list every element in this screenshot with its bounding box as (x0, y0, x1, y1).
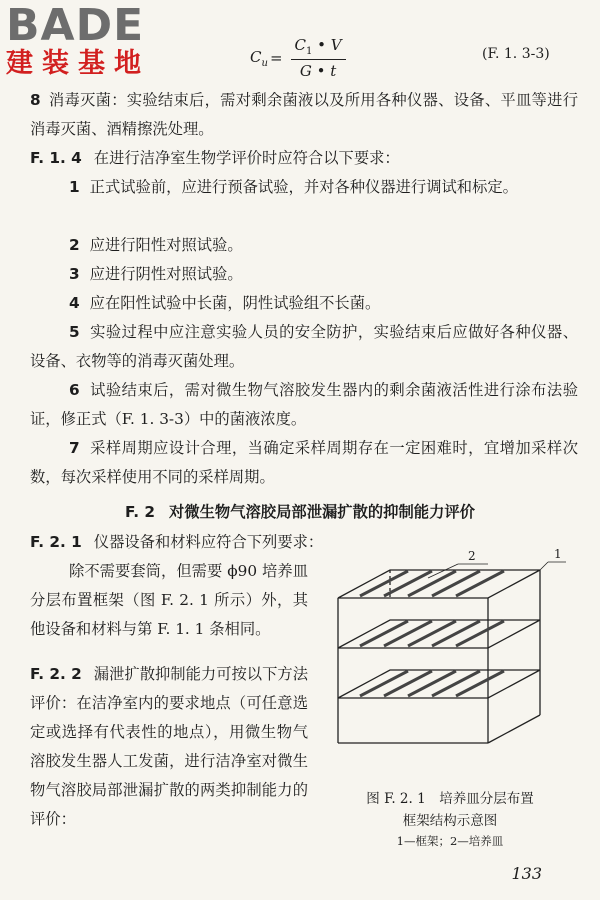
section-heading: F. 2 对微生物气溶胶局部泄漏扩散的抑制能力评价 (125, 503, 475, 521)
clause-f-2-1: F. 2. 1 仪器设备和材料应符合下列要求： (30, 533, 324, 551)
page-number: 133 (511, 864, 542, 883)
item-7: 7 采样周期应设计合理，当确定采样周期存在一定困难时，宜增加采样次数，每次采样使用不同的采样周期。 (30, 439, 578, 486)
logo-main-text: BADE (6, 0, 145, 51)
clause-f-2-2: F. 2. 2 漏泄扩散抑制能力可按以下方法评价：在洁净室内的要求地点（可任意选定或选择有代表性的地点），用微生物气溶胶发生器人工发菌，进行洁净室对微生物气溶胶局部泄漏扩散的两类抑制能力的评价： (30, 665, 308, 828)
callout-1: 1 (554, 548, 562, 561)
clause-f-1-4: F. 1. 4 在进行洁净室生物学评价时应符合以下要求： (30, 149, 400, 167)
figure-legend: 1—框架；2—培养皿 (396, 834, 504, 848)
item-2: 2 应进行阳性对照试验。 (69, 236, 243, 254)
item-1: 1 正式试验前，应进行预备试验，并对各种仪器进行调试和标定。 (69, 178, 518, 196)
item-5: 5 实验过程中应注意实验人员的安全防护，实验结束后应做好各种仪器、设备、衣物等的消毒灭菌处理。 (30, 323, 578, 370)
callout-2: 2 (468, 549, 476, 563)
formula: $C_u$ = $\frac{C_1 • V}{G • t}$ (250, 36, 346, 80)
formula-fraction: $\frac{C_1 • V}{G • t}$ (291, 36, 346, 80)
shelf-frame-diagram (318, 548, 578, 768)
item-4: 4 应在阳性试验中长菌，阴性试验组不长菌。 (69, 294, 381, 312)
formula-lhs: $C_u$ (250, 47, 268, 69)
logo (6, 0, 181, 80)
logo-sub-text: 建装基地 (6, 48, 150, 79)
item-6: 6 试验结束后，需对微生物气溶胶发生器内的剩余菌液活性进行涂布法验证，修正式（F. 1. 3-3）中的菌液浓度。 (30, 381, 578, 428)
para-8: 8 消毒灭菌：实验结束后，需对剩余菌液以及所用各种仪器、设备、平皿等进行消毒灭菌、酒精擦洗处理。 (30, 91, 578, 138)
clause-f-2-1-body: 除不需要套筒，但需要 ϕ90 培养皿分层布置框架（图 F. 2. 1 所示）外，其他设备和材料与第 F. 1. 1 条相同。 (30, 562, 308, 638)
item-3: 3 应进行阴性对照试验。 (69, 265, 243, 283)
formula-number: (F. 1. 3-3) (482, 46, 550, 62)
figure-caption: 图 F. 2. 1 培养皿分层布置 框架结构示意图 (366, 791, 534, 829)
